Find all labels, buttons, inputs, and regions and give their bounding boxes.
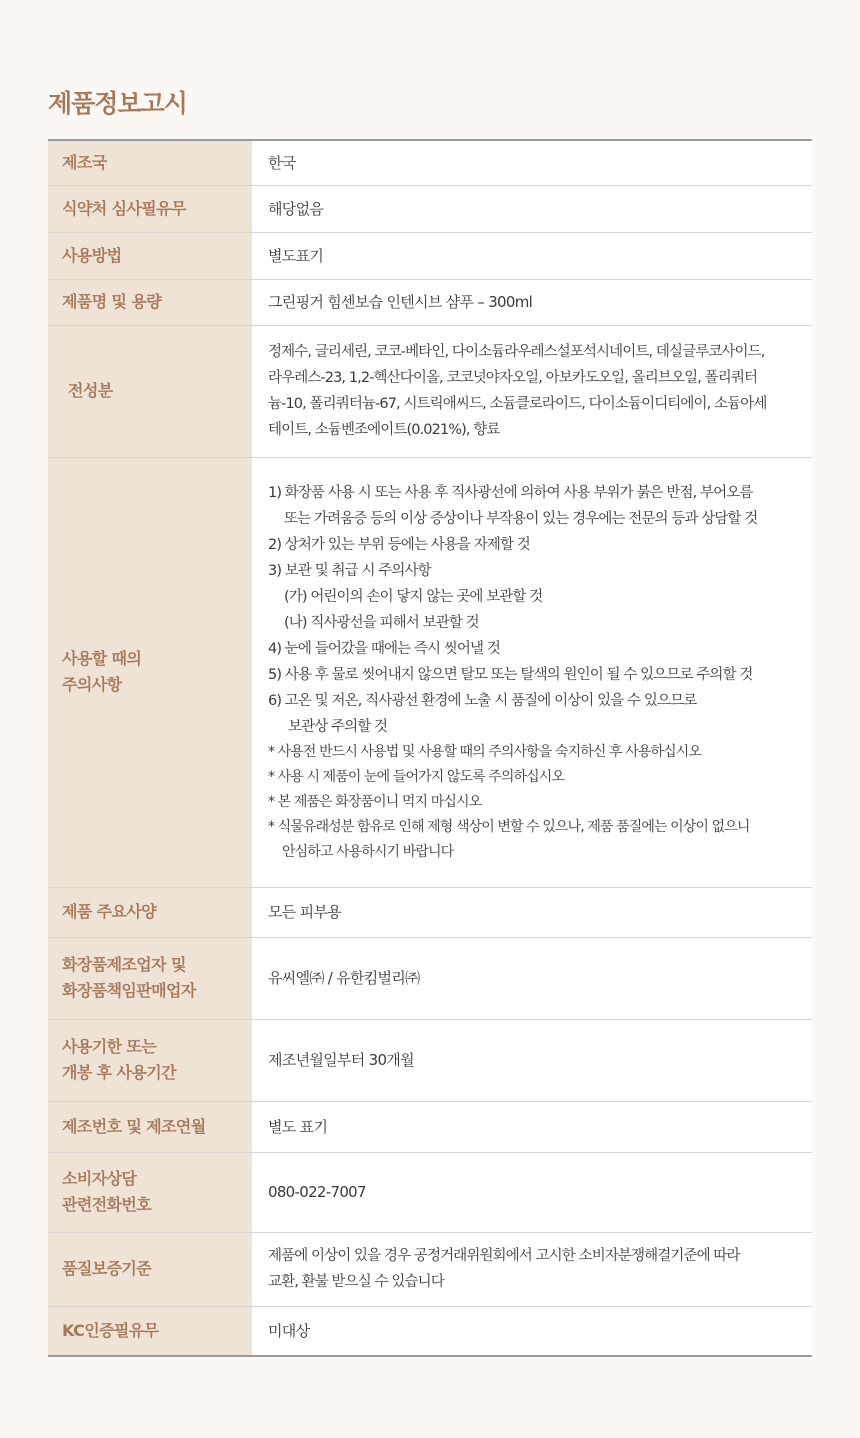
- row-value: 그린핑거 힘센보습 인텐시브 샴푸 – 300ml: [252, 279, 812, 325]
- row-value: 미대상: [252, 1306, 812, 1356]
- table-row: [48, 457, 812, 887]
- row-value: 1) 화장품 사용 시 또는 사용 후 직사광선에 의하여 사용 부위가 붉은 반점, 부어오름 또는 가려움증 등의 이상 증상이나 부작용이 있는 경우에는 전문의 등과 상담할 것 2) 상처가 있는 부위 등에는 사용을 자제할 것 3) 보관 및 취급 시 주의사항 (가) 어린이의 손이 닿지 않는 곳에 보관할 것 (나) 직사광선을 피해서 보관할 것 4) 눈에 들어갔을 때에는 즉시 씻어낼 것 5) 사용 후 물로 씻어내지 않으면 탈모 또는 탈색의 원인이 될 수 있으므로 주의할 것 6) 고온 및 저온, 직사광선 환경에 노출 시 품질에 이상이 있을 수 있으므로 보관상 주의할 것 * 사용전 반드시 사용법 및 사용할 때의 주의사항을 숙지하신 후 사용하십시오 * 사용 시 제품이 눈에 들어가지 않도록 주의하십시오 * 본 제품은 화장품이니 먹지 마십시오 * 식물유래성분 함유로 인해 제형 색상이 변할 수 있으나, 제품 품질에는 이상이 없으니 안심하고 사용하시기 바랍니다: [252, 457, 812, 887]
- table-row: [48, 185, 812, 232]
- row-label: 식약처 심사필유무: [48, 185, 252, 232]
- table-row: [48, 1101, 812, 1152]
- page-title: 제품정보고시: [48, 89, 187, 118]
- row-label: 소비자상담 관련전화번호: [48, 1152, 252, 1232]
- row-label: 제조국: [48, 140, 252, 185]
- row-label: 품질보증기준: [48, 1232, 252, 1306]
- row-value: 모든 피부용: [252, 887, 812, 937]
- table-row: [48, 887, 812, 937]
- row-value: 해당없음: [252, 185, 812, 232]
- row-value: 제조년월일부터 30개월: [252, 1019, 812, 1101]
- table-row: [48, 1152, 812, 1232]
- row-value: 080-022-7007: [252, 1152, 812, 1232]
- table-row: [48, 232, 812, 279]
- table-row: [48, 325, 812, 457]
- row-label: KC인증필유무: [48, 1306, 252, 1356]
- table-row: [48, 937, 812, 1019]
- row-label: 사용기한 또는 개봉 후 사용기간: [48, 1019, 252, 1101]
- row-value: 한국: [252, 140, 812, 185]
- product-info-table: [48, 139, 812, 1357]
- row-label: 제조번호 및 제조연월: [48, 1101, 252, 1152]
- row-label: 제품명 및 용량: [48, 279, 252, 325]
- row-label: 사용방법: [48, 232, 252, 279]
- row-value: 별도표기: [252, 232, 812, 279]
- row-value: 정제수, 글리세린, 코코-베타인, 다이소듐라우레스설포석시네이트, 데실글루코사이드, 라우레스-23, 1,2-헥산다이올, 코코넛야자오일, 아보카도오일, 올리브오일, 폴리쿼터 늄-10, 폴리쿼터늄-67, 시트릭애씨드, 소듐클로라이드, 다이소듐이디티에이, 소듐아세 테이트, 소듐벤조에이트(0.021%), 향료: [252, 325, 812, 457]
- table-row: [48, 140, 812, 185]
- table-row: [48, 1019, 812, 1101]
- table-row: [48, 1232, 812, 1306]
- table-row: [48, 279, 812, 325]
- row-label: 사용할 때의 주의사항: [48, 457, 252, 887]
- row-value: 별도 표기: [252, 1101, 812, 1152]
- row-value: 제품에 이상이 있을 경우 공정거래위원회에서 고시한 소비자분쟁해결기준에 따라 교환, 환불 받으실 수 있습니다: [252, 1232, 812, 1306]
- table-row: [48, 1306, 812, 1356]
- row-label: 제품 주요사양: [48, 887, 252, 937]
- row-value: 유씨엘㈜ / 유한킴벌리㈜: [252, 937, 812, 1019]
- row-label: 화장품제조업자 및 화장품책임판매업자: [48, 937, 252, 1019]
- row-label: 전성분: [48, 325, 252, 457]
